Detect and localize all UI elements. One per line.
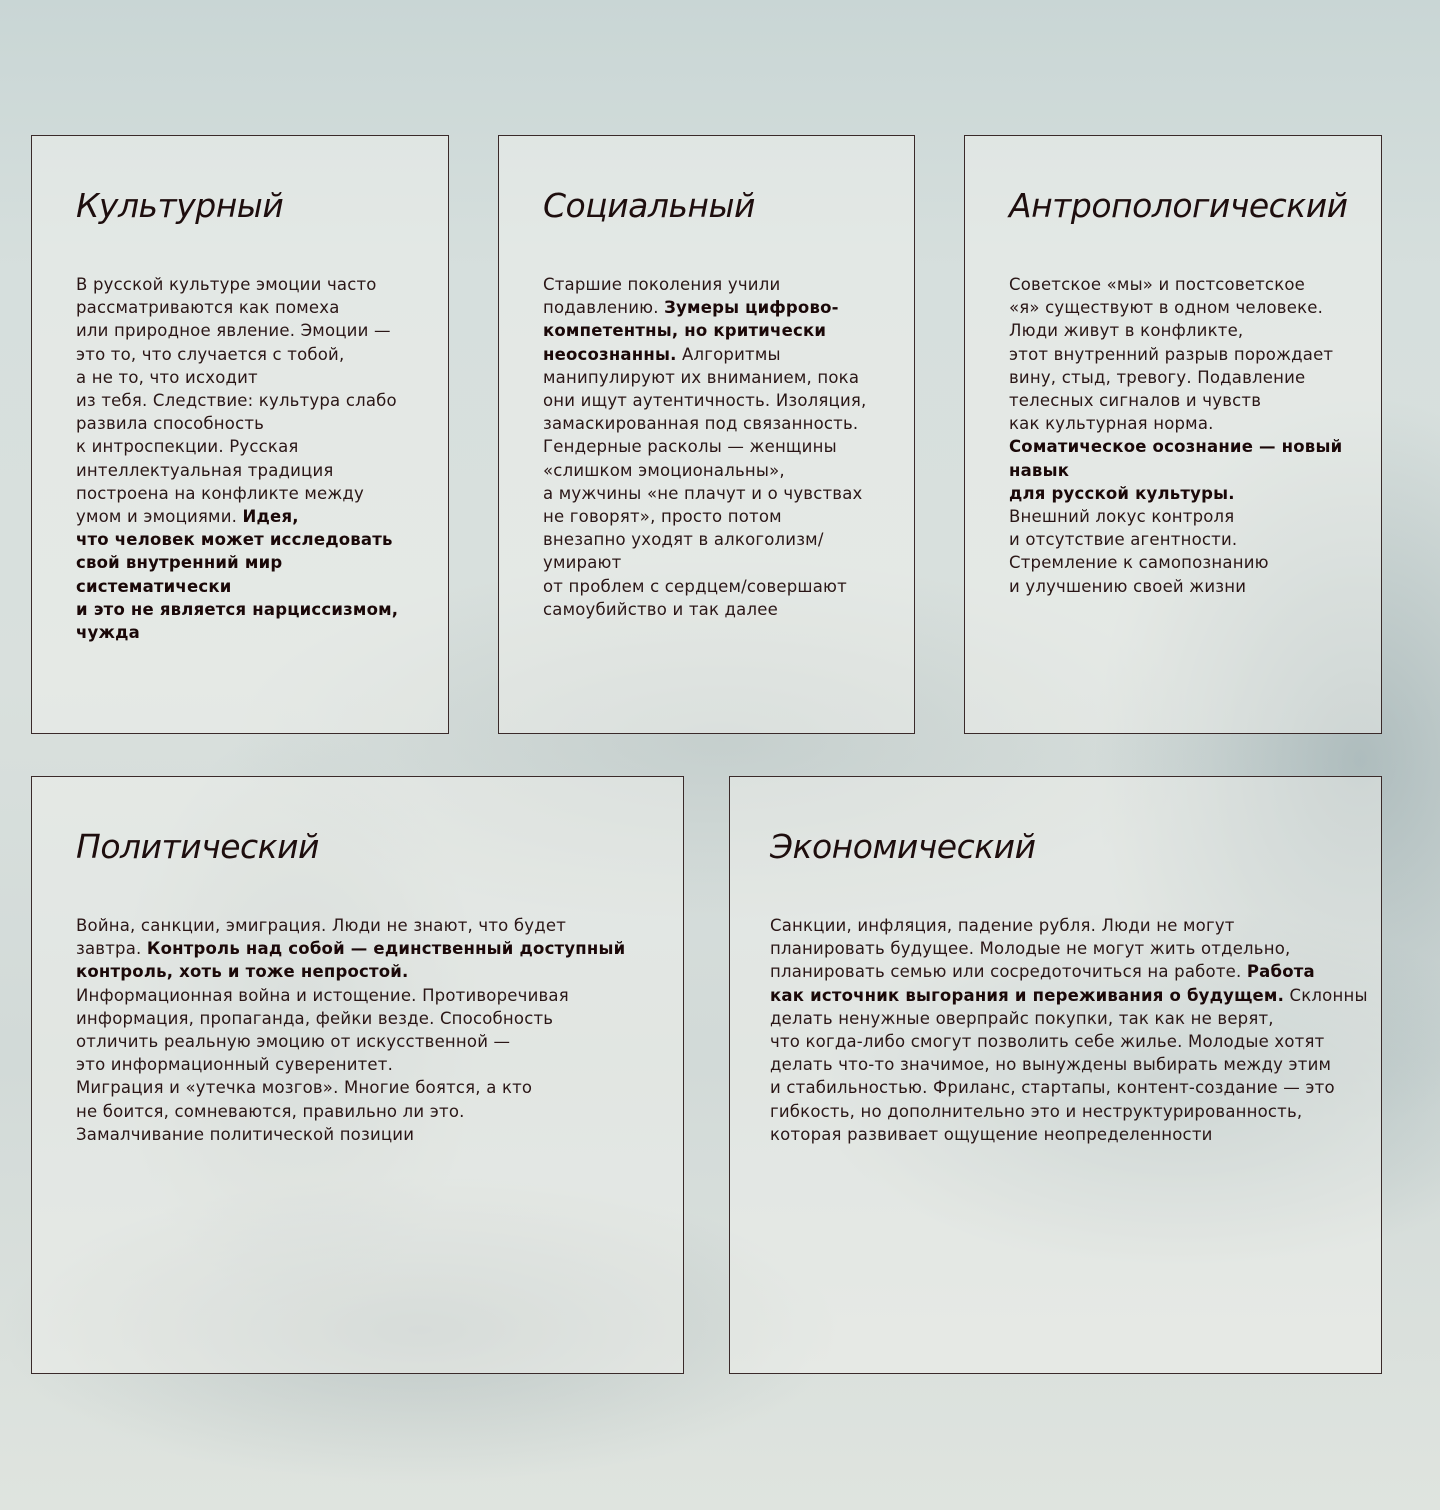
text-line xyxy=(770,984,1368,1007)
body-text: или природное явление. Эмоции — xyxy=(76,321,391,341)
body-text: из тебя. Следствие: культура слабо xyxy=(76,391,397,411)
text-line xyxy=(76,389,428,412)
text-line xyxy=(543,598,894,621)
text-line xyxy=(543,273,894,296)
body-text: не боится, сомневаются, правильно ли это. xyxy=(76,1101,465,1121)
body-text: В русской культуре эмоции часто xyxy=(76,275,377,294)
text-line xyxy=(1009,389,1361,412)
text-line xyxy=(76,412,428,435)
emphasis-text: компетентны, но критически xyxy=(543,321,827,341)
emphasis-text: неосознанны. xyxy=(543,344,677,364)
text-line xyxy=(76,1100,663,1123)
text-line xyxy=(770,1030,1361,1053)
text-line xyxy=(770,937,1361,960)
emphasis-text: Работа xyxy=(1246,962,1315,982)
body-text: информация, пропаганда, фейки везде. Способность xyxy=(76,1008,554,1028)
text-line xyxy=(543,482,894,505)
body-text: это то, что случается с тобой, xyxy=(76,344,345,364)
emphasis-text: Идея, xyxy=(242,507,299,527)
body-text: Война, санкции, эмиграция. Люди не знают, что будет xyxy=(76,916,567,935)
card-text-economic xyxy=(770,914,1368,1146)
text-line xyxy=(543,551,894,574)
text-line xyxy=(1009,319,1361,342)
text-line xyxy=(770,1053,1361,1076)
emphasis-text: систематически xyxy=(76,576,232,596)
card-text-cultural xyxy=(76,273,428,644)
text-line xyxy=(543,296,894,319)
text-line xyxy=(543,343,894,366)
text-line xyxy=(76,1076,663,1099)
body-text: планировать будущее. Молодые не могут жить отдельно, xyxy=(770,939,1291,959)
text-line xyxy=(543,575,894,598)
text-line xyxy=(76,598,428,621)
text-line xyxy=(1009,296,1361,319)
body-text: они ищут аутентичность. Изоляция, xyxy=(543,391,867,411)
body-text: планировать семью или сосредоточиться на работе. xyxy=(770,962,1247,982)
body-text: и улучшению своей жизни xyxy=(1009,576,1247,596)
body-text: завтра. xyxy=(76,939,147,959)
text-line xyxy=(76,273,428,296)
body-text: построена на конфликте между xyxy=(76,483,365,503)
emphasis-text: Контроль над собой — единственный доступный xyxy=(146,939,626,959)
text-line xyxy=(76,366,428,389)
body-text: внезапно уходят в алкоголизм/ xyxy=(543,530,824,550)
body-text: это информационный суверенитет. xyxy=(76,1055,394,1075)
text-line xyxy=(76,459,428,482)
text-line xyxy=(76,984,663,1007)
text-line xyxy=(543,389,894,412)
card-title-cultural: Культурный xyxy=(76,186,284,225)
text-line xyxy=(543,528,894,551)
emphasis-text: навык xyxy=(1009,460,1070,480)
card-text-anthropological xyxy=(1009,273,1361,598)
text-line xyxy=(543,505,894,528)
emphasis-text: что человек может исследовать xyxy=(76,530,393,550)
text-line xyxy=(1009,528,1361,551)
body-text: Склонны xyxy=(1284,985,1368,1005)
text-line xyxy=(76,1123,663,1146)
text-line xyxy=(76,937,663,960)
card-cultural xyxy=(31,135,449,734)
text-line xyxy=(76,343,428,366)
body-text: Старшие поколения учили xyxy=(543,275,781,294)
body-text: делать ненужные оверпрайс покупки, так как не верят, xyxy=(770,1008,1274,1028)
body-text: от проблем с сердцем/совершают xyxy=(543,576,847,596)
text-line xyxy=(76,296,428,319)
text-line xyxy=(76,575,428,598)
body-text: манипулируют их вниманием, пока xyxy=(543,367,860,387)
body-text: Советское «мы» и постсоветское xyxy=(1009,275,1306,294)
body-text: интеллектуальная традиция xyxy=(76,460,334,480)
text-line xyxy=(76,551,428,574)
text-line xyxy=(76,621,428,644)
body-text: Информационная война и истощение. Противоречивая xyxy=(76,985,569,1005)
text-line xyxy=(76,505,428,528)
card-political xyxy=(31,776,684,1374)
body-text: к интроспекции. Русская xyxy=(76,437,299,457)
body-text: не говорят», просто потом xyxy=(543,507,782,527)
card-economic xyxy=(729,776,1382,1374)
text-line xyxy=(76,960,663,983)
body-text: Гендерные расколы — женщины xyxy=(543,437,837,457)
text-line xyxy=(770,960,1361,983)
body-text: вину, стыд, тревогу. Подавление xyxy=(1009,367,1306,387)
text-line xyxy=(543,319,894,342)
body-text: Люди живут в конфликте, xyxy=(1009,321,1244,341)
text-line xyxy=(1009,435,1361,458)
body-text: Санкции, инфляция, падение рубля. Люди не могут xyxy=(770,916,1235,935)
text-line xyxy=(1009,412,1361,435)
card-social xyxy=(498,135,915,734)
emphasis-text: чужда xyxy=(76,623,140,643)
text-line xyxy=(1009,575,1361,598)
body-text: телесных сигналов и чувств xyxy=(1009,391,1262,411)
body-text: Замалчивание политической позиции xyxy=(76,1124,415,1144)
text-line xyxy=(76,319,428,342)
body-text: подавлению. xyxy=(543,298,665,318)
text-line xyxy=(76,528,428,551)
card-anthropological xyxy=(964,135,1382,734)
emphasis-text: как источник выгорания и переживания о будущем. xyxy=(770,985,1285,1005)
text-line xyxy=(76,1053,663,1076)
text-line xyxy=(770,1100,1361,1123)
body-text: и стабильностью. Фриланс, стартапы, контент-создание — это xyxy=(770,1078,1335,1098)
body-text: делать что-то значимое, но вынуждены выбирать между этим xyxy=(770,1055,1332,1075)
body-text: Алгоритмы xyxy=(676,344,781,364)
body-text: умирают xyxy=(543,553,622,573)
text-line xyxy=(76,482,428,505)
body-text: Миграция и «утечка мозгов». Многие боятся, а кто xyxy=(76,1078,533,1098)
card-title-social: Социальный xyxy=(543,186,755,225)
text-line xyxy=(543,366,894,389)
card-text-political xyxy=(76,914,663,1146)
body-text: «слишком эмоциональны», xyxy=(543,460,785,480)
body-text: этот внутренний разрыв порождает xyxy=(1009,344,1334,364)
body-text: гибкость, но дополнительно это и неструктурированность, xyxy=(770,1101,1303,1121)
body-text: «я» существуют в одном человеке. xyxy=(1009,298,1324,318)
card-title-political: Политический xyxy=(76,827,319,866)
emphasis-text: и это не является нарциссизмом, xyxy=(76,599,399,619)
body-text: замаскированная под связанность. xyxy=(543,414,859,434)
text-line xyxy=(543,435,894,458)
body-text: самоубийство и так далее xyxy=(543,599,778,619)
text-line xyxy=(543,459,894,482)
text-line xyxy=(770,1076,1361,1099)
body-text: а мужчины «не плачут и о чувствах xyxy=(543,483,863,503)
text-line xyxy=(1009,343,1361,366)
body-text: и отсутствие агентности. xyxy=(1009,530,1238,550)
emphasis-text: для русской культуры. xyxy=(1009,483,1235,503)
card-title-anthropological: Антропологический xyxy=(1009,186,1348,225)
body-text: что когда-либо смогут позволить себе жилье. Молодые хотят xyxy=(770,1032,1325,1052)
emphasis-text: контроль, хоть и тоже непростой. xyxy=(76,962,409,982)
card-title-economic: Экономический xyxy=(770,827,1036,866)
body-text: умом и эмоциями. xyxy=(76,507,243,527)
text-line xyxy=(1009,551,1361,574)
text-line xyxy=(1009,273,1361,296)
body-text: Стремление к самопознанию xyxy=(1009,553,1269,573)
card-text-social xyxy=(543,273,894,621)
emphasis-text: свой внутренний мир xyxy=(76,553,283,573)
text-line xyxy=(770,1123,1361,1146)
body-text: рассматриваются как помеха xyxy=(76,298,340,318)
body-text: развила способность xyxy=(76,414,265,434)
body-text: отличить реальную эмоцию от искусственной — xyxy=(76,1032,511,1052)
text-line xyxy=(1009,482,1361,505)
text-line xyxy=(770,1007,1361,1030)
text-line xyxy=(1009,505,1361,528)
text-line xyxy=(76,435,428,458)
emphasis-text: Соматическое осознание — новый xyxy=(1009,437,1343,457)
body-text: как культурная норма. xyxy=(1009,414,1214,434)
body-text: Внешний локус контроля xyxy=(1009,507,1235,527)
text-line xyxy=(1009,366,1361,389)
text-line xyxy=(1009,459,1361,482)
emphasis-text: Зумеры цифрово- xyxy=(664,298,839,318)
body-text: которая развивает ощущение неопределенности xyxy=(770,1124,1213,1144)
text-line xyxy=(76,1030,663,1053)
body-text: а не то, что исходит xyxy=(76,367,258,387)
text-line xyxy=(76,1007,663,1030)
text-line xyxy=(770,914,1361,937)
text-line xyxy=(76,914,663,937)
text-line xyxy=(543,412,894,435)
